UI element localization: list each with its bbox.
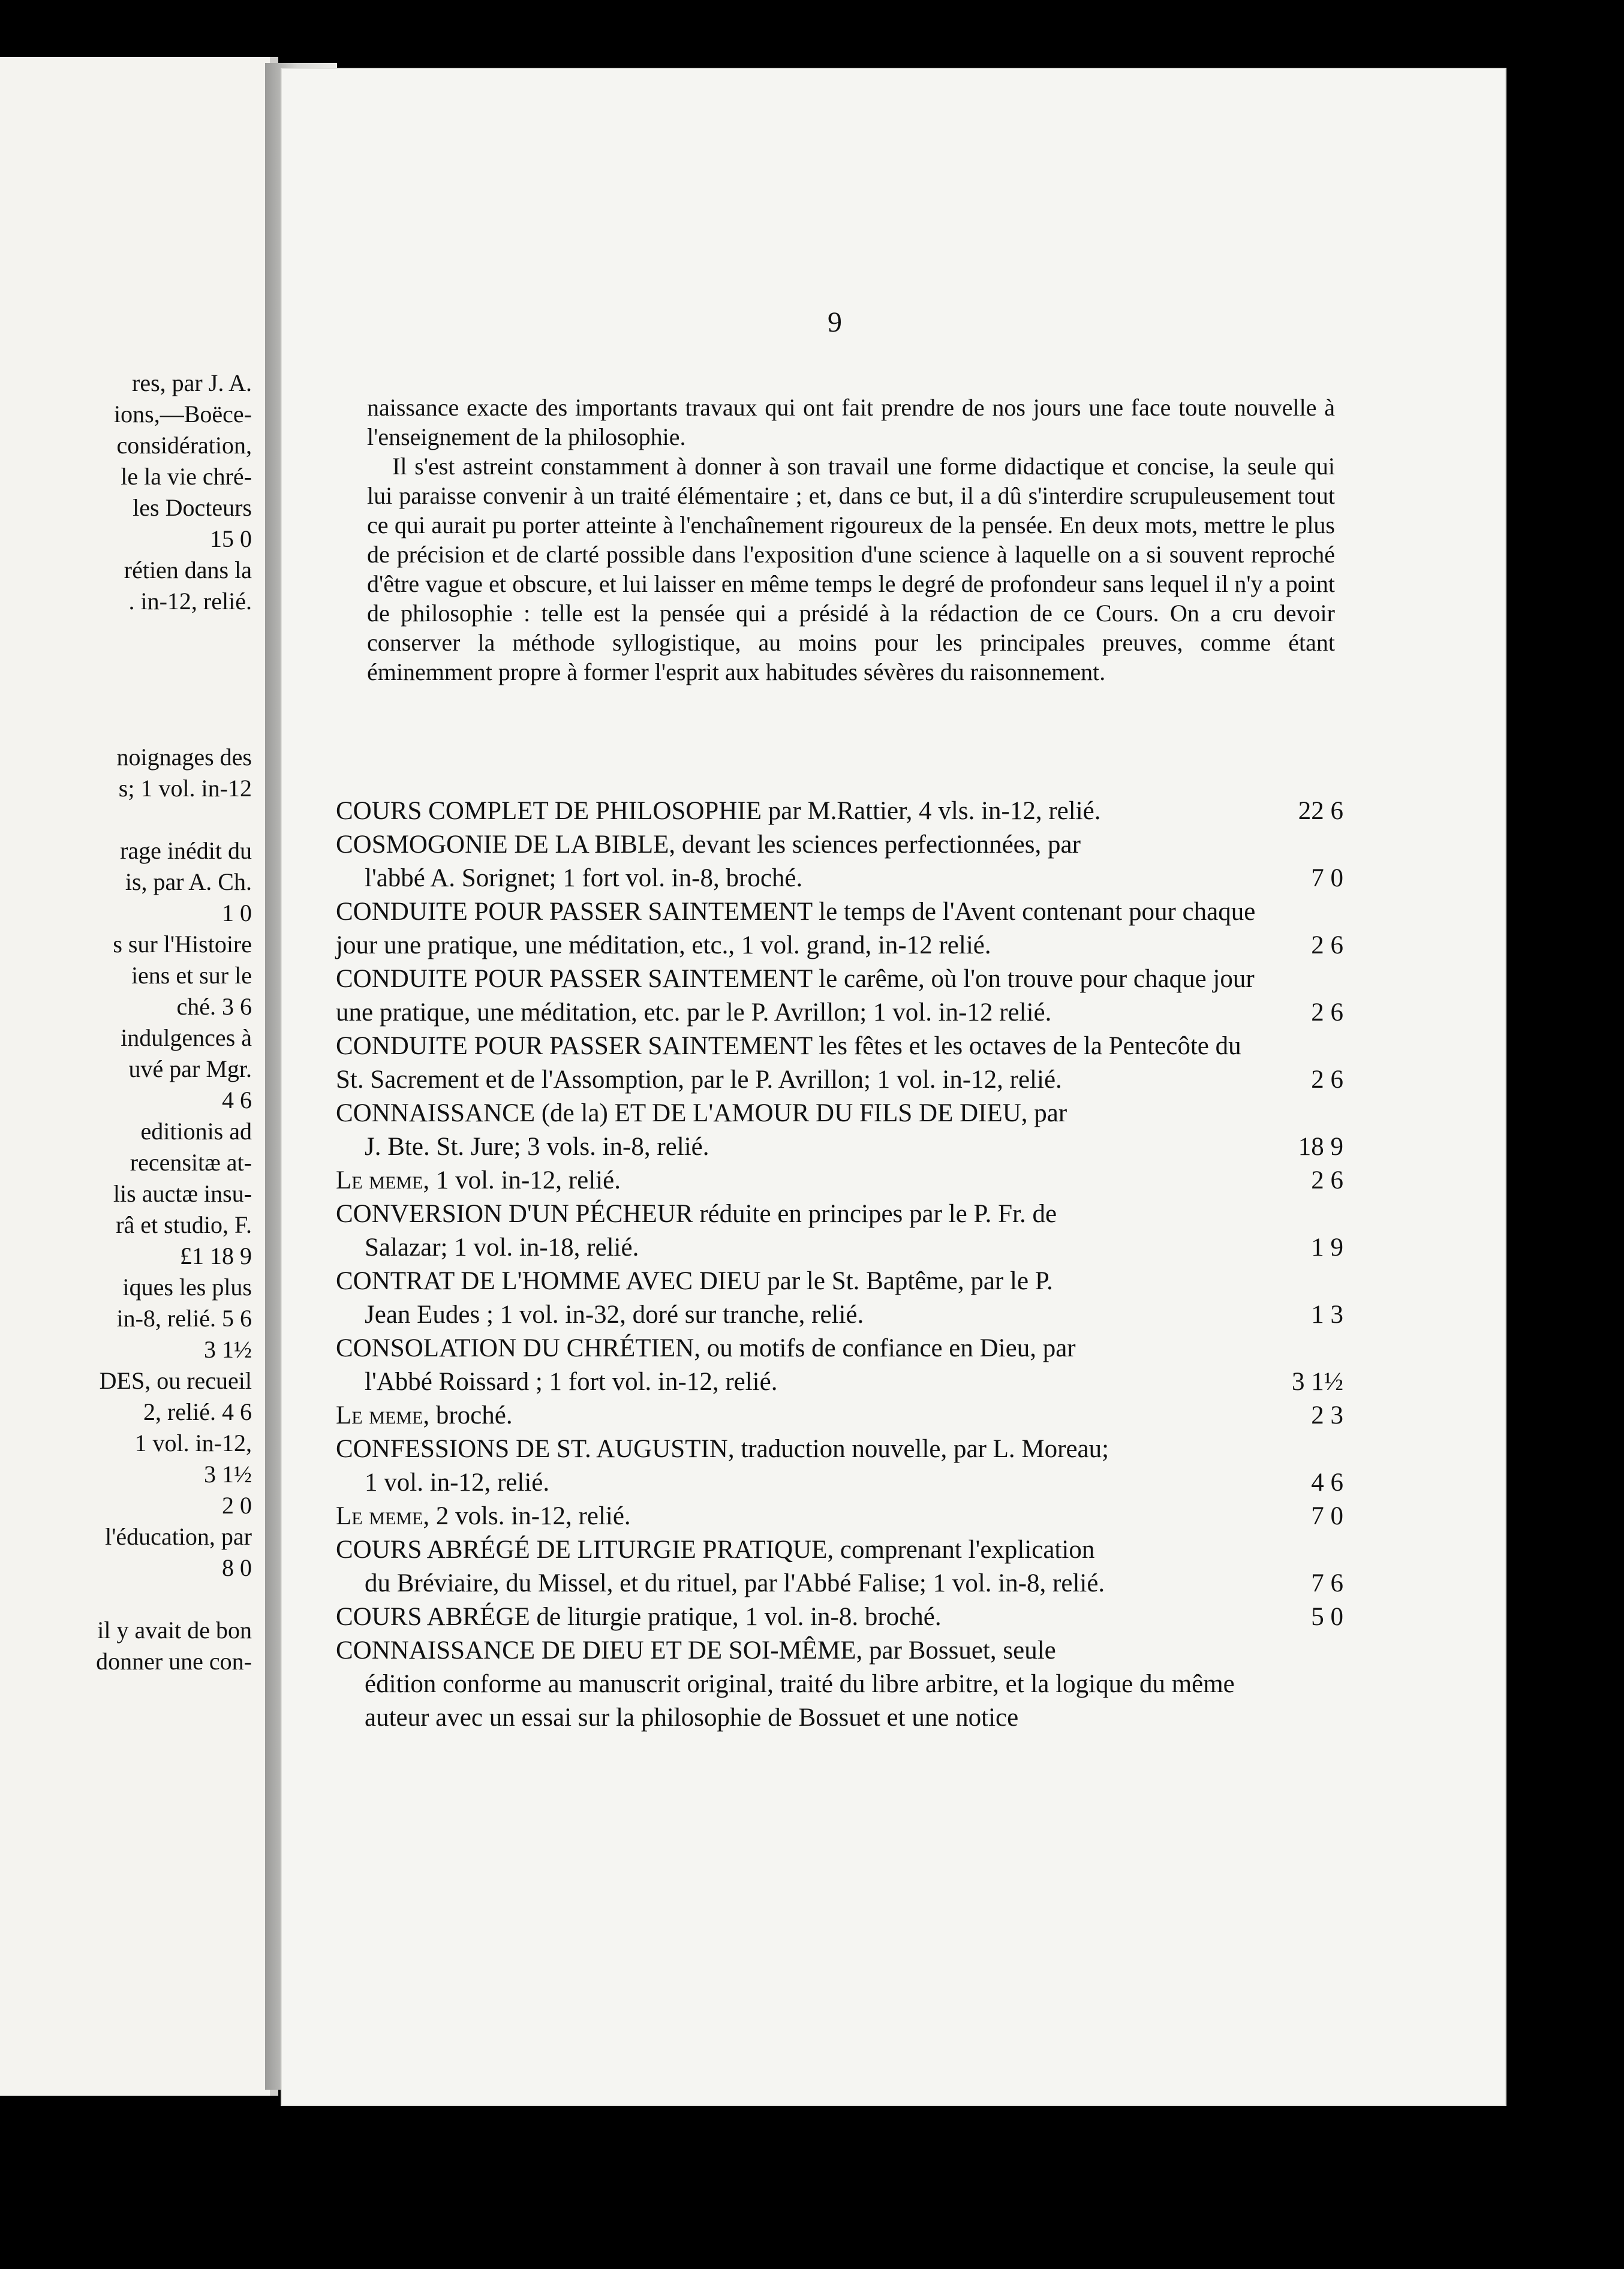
entry-description: par	[1027, 1099, 1067, 1127]
catalogue-entry	[336, 795, 1343, 828]
entry-description: par M.Rattier, 4 vls. in-12, relié.	[761, 797, 1101, 825]
left-page-line	[0, 1117, 252, 1146]
entry-description: broché.	[429, 1401, 513, 1430]
left-page-line-text: 1 vol. in-12,	[134, 1430, 252, 1457]
left-page-line	[0, 1055, 252, 1084]
entry-title: CONVERSION D'UN PÉCHEUR	[336, 1200, 693, 1228]
intro-text	[367, 393, 1335, 687]
left-page-line	[0, 961, 252, 990]
intro-paragraph: naissance exacte des importants travaux qui ont fait prendre de nos jours une face toute nouvelle à l'enseignement de la philosophie.	[367, 394, 1335, 450]
entry-description: devant les sciences perfectionnées, par	[675, 830, 1081, 859]
left-page-line	[0, 1086, 252, 1115]
entry-description: par Bossuet, seule	[862, 1636, 1056, 1665]
catalogue-entry	[336, 962, 1343, 1030]
catalogue-entry	[336, 828, 1343, 895]
catalogue-entry	[336, 1433, 1343, 1500]
entry-price: 22 6	[1298, 797, 1343, 825]
entry-description: comprenant l'explication	[834, 1536, 1095, 1564]
left-page-line	[0, 1460, 252, 1489]
left-page-line-text: uvé par Mgr.	[128, 1055, 252, 1082]
left-page-line-text: noignages des	[116, 744, 252, 771]
left-page-line-text: s sur l'Histoire	[113, 931, 252, 958]
entry-title: CONSOLATION DU CHRÉTIEN,	[336, 1334, 700, 1362]
page-number: 9	[828, 306, 842, 338]
entry-title: CONNAISSANCE (de la) ET DE L'AMOUR DU FILS DE DIEU,	[336, 1099, 1028, 1127]
entry-price: 2 6	[1311, 931, 1343, 959]
left-facing-page	[0, 57, 278, 2096]
catalogue-entry	[336, 1399, 1343, 1433]
left-page-line	[0, 1429, 252, 1458]
left-page-line	[0, 431, 252, 460]
entry-continuation: J. Bte. St. Jure; 3 vols. in-8, relié.	[365, 1133, 709, 1161]
entry-continuation: l'abbé A. Sorignet; 1 fort vol. in-8, broché.	[365, 864, 803, 892]
entry-title: COURS ABRÉGE	[336, 1603, 530, 1631]
left-page-line	[0, 836, 252, 865]
entry-title: COURS COMPLET DE PHILOSOPHIE	[336, 797, 762, 825]
entry-price: 1 3	[1311, 1301, 1343, 1329]
left-page-line	[0, 1647, 252, 1676]
left-page-line-text: DES, ou recueil	[99, 1367, 252, 1394]
entry-price: 7 0	[1311, 1502, 1343, 1530]
entry-title: CONDUITE POUR PASSER SAINTEMENT	[336, 965, 813, 993]
catalogue-entry	[336, 1197, 1343, 1265]
entry-continuation: édition conforme au manuscrit original, traité du libre arbitre, et la logique du même auteur avec un essai sur la philosophie de Bossuet et une notice	[365, 1670, 1235, 1732]
left-page-line	[0, 462, 252, 491]
catalogue-entry	[336, 1332, 1343, 1399]
entry-continuation: Jean Eudes ; 1 vol. in-32, doré sur tranche, relié.	[365, 1301, 864, 1329]
left-page-line-text: 4 6	[222, 1087, 252, 1114]
left-page-line-text: in-8, relié. 5 6	[116, 1305, 252, 1332]
left-page-line	[0, 1179, 252, 1208]
left-page-line	[0, 992, 252, 1021]
entry-price: 4 6	[1311, 1468, 1343, 1497]
left-page-line-text: lis auctæ insu-	[113, 1180, 252, 1207]
left-page-line-text: râ et studio, F.	[116, 1211, 252, 1238]
entry-price: 2 6	[1311, 1166, 1343, 1194]
left-page-line-text: editionis ad	[140, 1118, 252, 1145]
entry-description: le temps de l'Avent contenant pour chaque jour une pratique, une méditation, etc., 1 vol. grand, in-12 relié.	[336, 898, 1256, 959]
entry-description: réduite en principes par le P. Fr. de	[693, 1200, 1057, 1228]
left-page-line	[0, 369, 252, 398]
left-page-line-text: iens et sur le	[131, 962, 252, 989]
left-page-line-text: il y avait de bon	[97, 1617, 252, 1644]
left-page-line-text: donner une con-	[96, 1648, 252, 1675]
left-page-line-text: £1 18 9	[180, 1242, 252, 1269]
catalogue-entry	[336, 1533, 1343, 1600]
catalogue-entry	[336, 1600, 1343, 1634]
left-page-line	[0, 1242, 252, 1271]
left-page-line-text: 2 0	[222, 1492, 252, 1519]
entry-price: 7 0	[1311, 864, 1343, 892]
catalogue-entry	[336, 1164, 1343, 1197]
left-page-line-text: . in-12, relié.	[128, 588, 252, 615]
entry-description: 2 vols. in-12, relié.	[429, 1502, 631, 1530]
entry-title: COSMOGONIE DE LA BIBLE,	[336, 830, 676, 859]
entry-price: 18 9	[1298, 1133, 1343, 1161]
left-page-line	[0, 1522, 252, 1551]
catalogue-entry	[336, 1097, 1343, 1164]
entry-price: 2 6	[1311, 1066, 1343, 1094]
left-page-line	[0, 587, 252, 616]
left-page-line-text: res, par J. A.	[132, 369, 252, 396]
left-page-line	[0, 1335, 252, 1364]
left-page-line-text: considération,	[116, 432, 252, 459]
left-page-line	[0, 899, 252, 928]
left-page-line-text: 1 0	[222, 899, 252, 926]
entry-description: ou motifs de confiance en Dieu, par	[700, 1334, 1076, 1362]
left-page-line-text: is, par A. Ch.	[125, 868, 252, 895]
left-page-line	[0, 1554, 252, 1582]
left-page-line	[0, 774, 252, 803]
left-page-line	[0, 400, 252, 429]
entry-title: CONTRAT DE L'HOMME AVEC DIEU	[336, 1267, 761, 1295]
left-page-line	[0, 743, 252, 772]
entry-title: Le meme,	[336, 1502, 430, 1530]
left-page-line	[0, 1211, 252, 1239]
left-page-line-text: indulgences à	[121, 1024, 252, 1051]
entry-continuation: l'Abbé Roissard ; 1 fort vol. in-12, relié.	[365, 1368, 778, 1396]
entry-description: par le St. Baptême, par le P.	[760, 1267, 1053, 1295]
entry-continuation: Salazar; 1 vol. in-18, relié.	[365, 1233, 639, 1262]
entry-description: 1 vol. in-12, relié.	[429, 1166, 621, 1194]
left-page-line-text: l'éducation, par	[105, 1523, 252, 1550]
entry-title: CONDUITE POUR PASSER SAINTEMENT	[336, 898, 813, 926]
entry-price: 5 0	[1311, 1603, 1343, 1631]
entry-title: CONFESSIONS DE ST. AUGUSTIN,	[336, 1435, 735, 1463]
left-page-line-text: s; 1 vol. in-12	[118, 775, 252, 802]
left-page-line	[0, 868, 252, 896]
left-page-line-text: 2, relié. 4 6	[143, 1398, 252, 1425]
left-page-line	[0, 1304, 252, 1333]
left-page-line	[0, 1273, 252, 1302]
left-page-line-text: ions,—Boëce-	[114, 401, 252, 428]
entry-price: 2 3	[1311, 1401, 1343, 1430]
left-page-line	[0, 1367, 252, 1395]
entry-title: CONDUITE POUR PASSER SAINTEMENT	[336, 1032, 813, 1060]
left-page-line	[0, 556, 252, 585]
catalogue-entry	[336, 1500, 1343, 1533]
entry-title: CONNAISSANCE DE DIEU ET DE SOI-MÊME,	[336, 1636, 863, 1665]
catalogue-entry	[336, 1030, 1343, 1097]
entry-title: Le meme,	[336, 1401, 430, 1430]
left-page-line	[0, 1491, 252, 1520]
left-page-line-text: rage inédit du	[120, 837, 252, 864]
entry-continuation: 1 vol. in-12, relié.	[365, 1468, 550, 1497]
left-page-line-text: ché. 3 6	[176, 993, 252, 1020]
catalogue-entry	[336, 1265, 1343, 1332]
catalogue-entry	[336, 895, 1343, 962]
left-page-line	[0, 1024, 252, 1052]
left-page-line	[0, 1148, 252, 1177]
left-page-line	[0, 1616, 252, 1645]
entry-price: 2 6	[1311, 998, 1343, 1027]
catalogue-entry	[336, 1634, 1343, 1735]
left-page-line-text: le la vie chré-	[121, 463, 252, 490]
left-page-line-text: recensitæ at-	[130, 1149, 252, 1176]
left-page-line-text: 8 0	[222, 1554, 252, 1581]
entry-description: les fêtes et les octaves de la Pentecôte du St. Sacrement et de l'Assomption, par le P. Avrillon; 1 vol. in-12, relié.	[336, 1032, 1241, 1094]
left-page-line	[0, 525, 252, 553]
intro-paragraph: Il s'est astreint constamment à donner à son travail une forme didactique et concise, la seule qui lui paraisse convenir à un traité élémentaire ; et, dans ce but, il a dû s'interdire scrupuleusement tout ce qui aurait pu porter atteinte à l'enchaînement rigoureux de la pensée. En deux mots, mettre le plus de précision et de clarté possible dans l'exposition d'une science à laquelle on a si souvent reproché d'être vague et obscure, et lui laisser en même temps le degré de profondeur sans lequel il n'y a point de philosophie : telle est la pensée qui a présidé à la rédaction de ce Cours. On a cru devoir conserver la méthode syllogistique, au moins pour les principales preuves, comme étant éminemment propre à former l'esprit aux habitudes sévères du raisonnement.	[367, 453, 1335, 685]
entry-price: 1 9	[1311, 1233, 1343, 1262]
entry-description: traduction nouvelle, par L. Moreau;	[734, 1435, 1109, 1463]
left-page-line-text: rétien dans la	[124, 556, 252, 583]
left-page-line-text: 15 0	[210, 525, 252, 552]
entry-price: 3 1½	[1292, 1368, 1343, 1396]
entry-continuation: du Bréviaire, du Missel, et du rituel, par l'Abbé Falise; 1 vol. in-8, relié.	[365, 1569, 1105, 1597]
left-page-line-text: les Docteurs	[133, 494, 252, 521]
entry-description: le carême, où l'on trouve pour chaque jour une pratique, une méditation, etc. par le P. Avrillon; 1 vol. in-12 relié.	[336, 965, 1255, 1027]
left-page-line-text: 3 1½	[204, 1336, 252, 1363]
entry-title: Le meme,	[336, 1166, 430, 1194]
entry-title: COURS ABRÉGÉ DE LITURGIE PRATIQUE,	[336, 1536, 834, 1564]
left-page-line-text: 3 1½	[204, 1461, 252, 1488]
entry-description: de liturgie pratique, 1 vol. in-8. broché.	[530, 1603, 942, 1631]
left-page-line	[0, 1398, 252, 1427]
left-page-line-text: iques les plus	[122, 1274, 252, 1301]
left-page-line	[0, 493, 252, 522]
catalogue-entries	[336, 795, 1343, 1735]
entry-price: 7 6	[1311, 1569, 1343, 1597]
left-page-line	[0, 930, 252, 959]
